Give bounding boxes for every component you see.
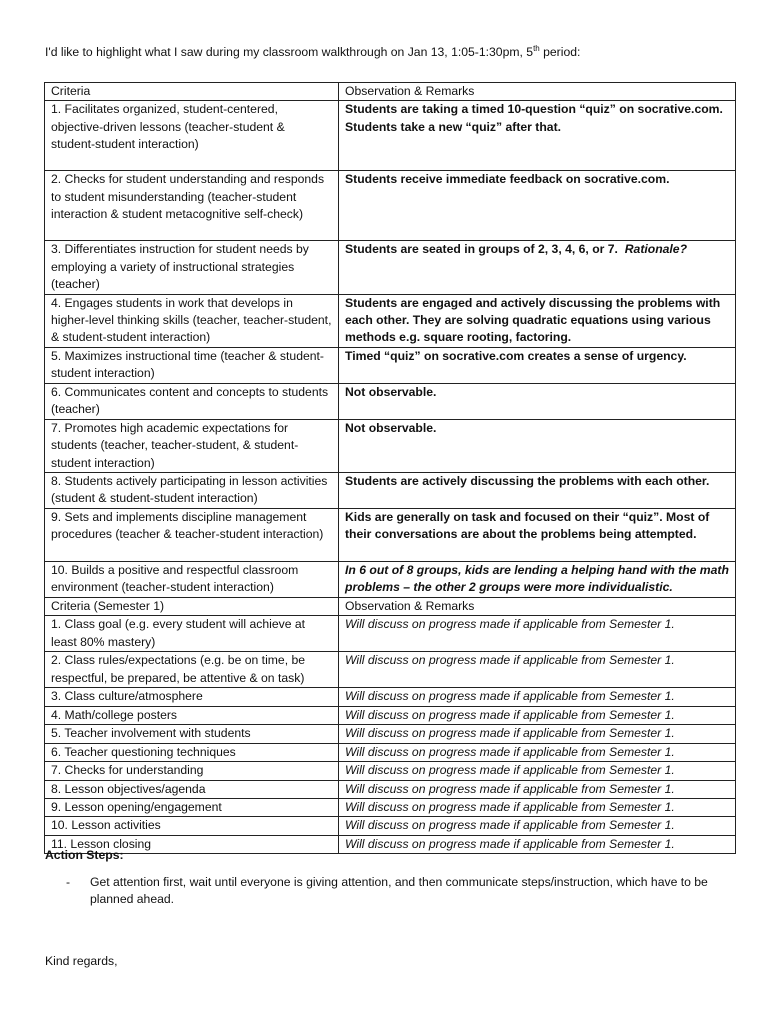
walkthrough-table: [44, 82, 736, 854]
criteria-cell: 9. Lesson opening/engagement: [45, 798, 339, 816]
remarks-cell: Will discuss on progress made if applicable from Semester 1.: [339, 688, 736, 706]
criteria-cell: 11. Lesson closing: [45, 835, 339, 853]
table-row: [45, 762, 736, 780]
remarks-rationale: Rationale?: [624, 242, 688, 257]
table-row: [45, 706, 736, 724]
remarks-cell: Not observable.: [339, 419, 736, 472]
criteria-cell: 7. Checks for understanding: [45, 762, 339, 780]
table-row: [45, 473, 736, 509]
remarks-cell: Will discuss on progress made if applicable from Semester 1.: [339, 762, 736, 780]
remarks-cell: Will discuss on progress made if applicable from Semester 1.: [339, 725, 736, 743]
bullet-dash: -: [66, 875, 71, 889]
criteria-cell: 5. Maximizes instructional time (teacher & student-student interaction): [45, 347, 339, 383]
remarks-cell: Students are actively discussing the problems with each other.: [339, 473, 736, 509]
table-row: [45, 171, 736, 241]
table-row: [45, 383, 736, 419]
intro-paragraph: [45, 44, 745, 61]
criteria-cell: 8. Students actively participating in lesson activities (student & student-student interaction): [45, 473, 339, 509]
criteria-cell: 2. Checks for student understanding and responds to student misunderstanding (teacher-student interaction & student metacognitive self-check): [45, 171, 339, 241]
remarks-cell: Will discuss on progress made if applicable from Semester 1.: [339, 817, 736, 835]
intro-superscript: th: [533, 43, 540, 53]
remarks-cell: Students are engaged and actively discussing the problems with each other. They are solving quadratic equations using various methods e.g. square rooting, factoring.: [339, 294, 736, 347]
table-row: [45, 101, 736, 171]
intro-text: I'd like to highlight what I saw during my classroom walkthrough on Jan 13, 1:05-1:30pm, 5: [45, 45, 534, 59]
table-row: [45, 743, 736, 761]
table-row: [45, 798, 736, 816]
table-row: [45, 780, 736, 798]
table-row: [45, 835, 736, 853]
remarks-cell: Students are taking a timed 10-question “quiz” on socrative.com. Students take a new “quiz” after that.: [339, 101, 736, 171]
remarks-cell: Will discuss on progress made if applicable from Semester 1.: [339, 743, 736, 761]
action-steps-heading: Action Steps:: [45, 848, 124, 862]
remarks-cell: Will discuss on progress made if applicable from Semester 1.: [339, 652, 736, 688]
remarks-cell: Timed “quiz” on socrative.com creates a sense of urgency.: [339, 347, 736, 383]
remarks-cell: Will discuss on progress made if applicable from Semester 1.: [339, 616, 736, 652]
action-step-text: Get attention first, wait until everyone is giving attention, and then communicate steps/instruction, which have to be planned ahead.: [90, 875, 708, 907]
remarks-cell: In 6 out of 8 groups, kids are lending a helping hand with the math problems – the other 2 groups were more individualistic.: [339, 562, 736, 598]
criteria-cell: 4. Math/college posters: [45, 706, 339, 724]
remarks-text: Students are seated in groups of 2, 3, 4, 6, or 7.: [345, 242, 618, 257]
remarks-cell: [339, 241, 736, 294]
table-row: [45, 347, 736, 383]
criteria-cell: 6. Communicates content and concepts to students (teacher): [45, 383, 339, 419]
table-row: [45, 509, 736, 562]
criteria-header: Criteria: [45, 83, 339, 101]
table-row: [45, 652, 736, 688]
criteria-cell: 8. Lesson objectives/agenda: [45, 780, 339, 798]
criteria-cell: 1. Facilitates organized, student-centered, objective-driven lessons (teacher-student & student-student interaction): [45, 101, 339, 171]
table-row: [45, 294, 736, 347]
criteria-cell: 4. Engages students in work that develops in higher-level thinking skills (teacher, teacher-student, & student-student interaction): [45, 294, 339, 347]
semester-header-row: [45, 598, 736, 616]
criteria-cell: 3. Differentiates instruction for student needs by employing a variety of instructional strategies (teacher): [45, 241, 339, 294]
remarks-cell: Will discuss on progress made if applicable from Semester 1.: [339, 780, 736, 798]
table-row: [45, 688, 736, 706]
criteria-cell: 2. Class rules/expectations (e.g. be on time, be respectful, be prepared, be attentive & on task): [45, 652, 339, 688]
criteria-cell: 10. Builds a positive and respectful classroom environment (teacher-student interaction): [45, 562, 339, 598]
intro-text-end: period:: [539, 45, 581, 59]
table-header-row: [45, 83, 736, 101]
criteria-cell: 5. Teacher involvement with students: [45, 725, 339, 743]
table-row: [45, 725, 736, 743]
remarks-header: Observation & Remarks: [339, 83, 736, 101]
remarks-cell: Will discuss on progress made if applicable from Semester 1.: [339, 798, 736, 816]
table-row: [45, 419, 736, 472]
table-row: [45, 817, 736, 835]
criteria-cell: 9. Sets and implements discipline management procedures (teacher & teacher-student interaction): [45, 509, 339, 562]
semester-criteria-header: Criteria (Semester 1): [45, 598, 339, 616]
remarks-cell: Will discuss on progress made if applicable from Semester 1.: [339, 706, 736, 724]
table-row: [45, 562, 736, 598]
remarks-cell: Kids are generally on task and focused on their “quiz”. Most of their conversations are about the problems being attempted.: [339, 509, 736, 562]
closing-text: Kind regards,: [45, 954, 118, 968]
criteria-cell: 3. Class culture/atmosphere: [45, 688, 339, 706]
remarks-cell: Will discuss on progress made if applicable from Semester 1.: [339, 835, 736, 853]
criteria-cell: 7. Promotes high academic expectations for students (teacher, teacher-student, & student-student interaction): [45, 419, 339, 472]
remarks-cell: Not observable.: [339, 383, 736, 419]
semester-remarks-header: Observation & Remarks: [339, 598, 736, 616]
table-row: [45, 241, 736, 294]
criteria-cell: 6. Teacher questioning techniques: [45, 743, 339, 761]
remarks-cell: Students receive immediate feedback on socrative.com.: [339, 171, 736, 241]
table-row: [45, 616, 736, 652]
criteria-cell: 10. Lesson activities: [45, 817, 339, 835]
criteria-cell: 1. Class goal (e.g. every student will achieve at least 80% mastery): [45, 616, 339, 652]
